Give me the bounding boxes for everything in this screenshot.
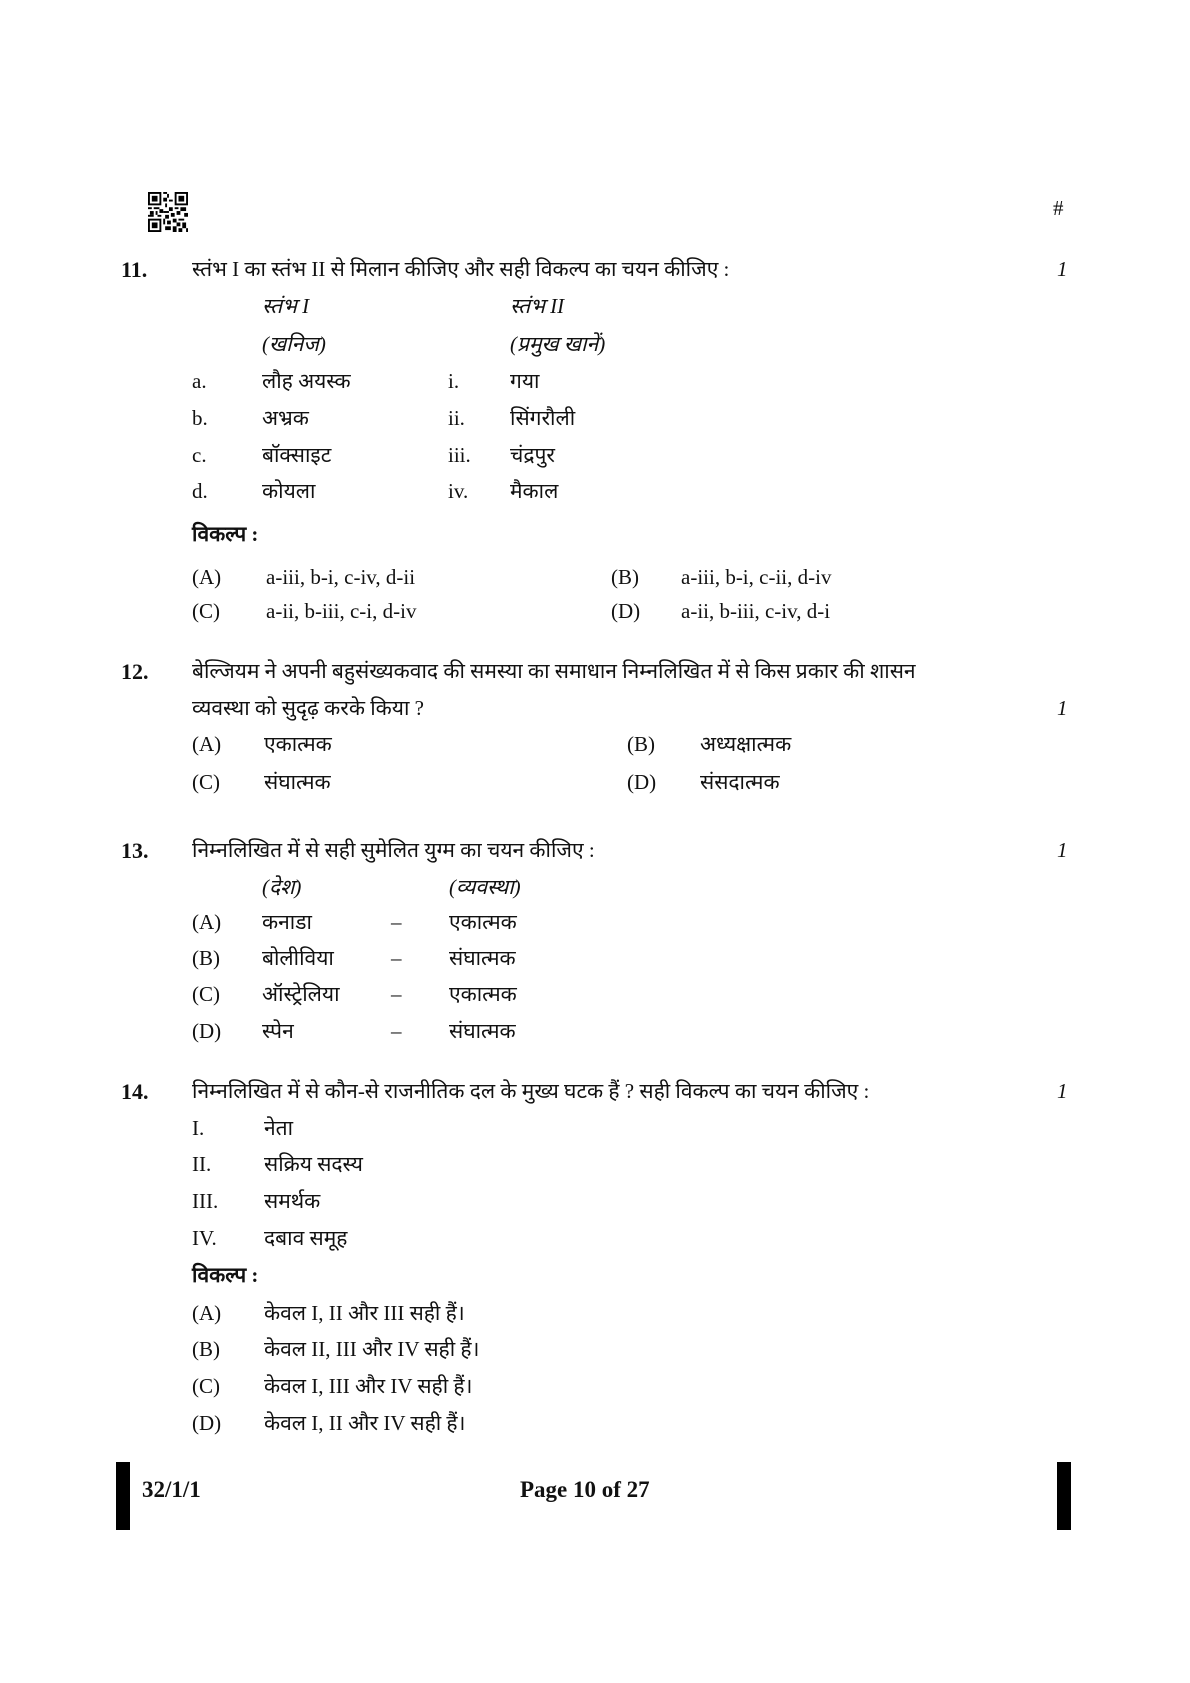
- column-i-title: स्तंभ I: [262, 294, 310, 318]
- option-text: अध्यक्षात्मक: [700, 732, 792, 756]
- row-label: d.: [192, 479, 208, 503]
- row-right-text: गया: [510, 369, 540, 393]
- item-label: III.: [192, 1189, 219, 1213]
- footer-right-bar: [1057, 1462, 1071, 1530]
- option-label: (A): [192, 910, 222, 934]
- item-label: IV.: [192, 1226, 217, 1250]
- column-country: (देश): [262, 875, 302, 899]
- row-left-text: अभ्रक: [262, 406, 309, 430]
- row-right-text: चंद्रपुर: [510, 443, 556, 467]
- option-label: (C): [192, 599, 220, 623]
- item-label: I.: [192, 1116, 205, 1140]
- item-text: समर्थक: [264, 1189, 321, 1213]
- item-text: दबाव समूह: [264, 1226, 348, 1250]
- row-right-label: i.: [448, 369, 460, 393]
- country-text: कनाडा: [262, 910, 312, 934]
- option-text: केवल I, III और IV सही हैं।: [264, 1374, 473, 1398]
- row-label: c.: [192, 443, 207, 467]
- row-right-text: सिंगरौली: [510, 406, 576, 430]
- footer-left-bar: [116, 1462, 130, 1530]
- row-right-label: iii.: [448, 443, 471, 467]
- option-text: केवल I, II और III सही हैं।: [264, 1301, 465, 1325]
- option-text: एकात्मक: [264, 732, 332, 756]
- system-text: संघात्मक: [449, 946, 516, 970]
- question-text: स्तंभ I का स्तंभ II से मिलान कीजिए और सही विकल्प का चयन कीजिए :: [192, 257, 730, 281]
- question-text-line1: बेल्जियम ने अपनी बहुसंख्यकवाद की समस्या का समाधान निम्नलिखित में से किस प्रकार की शासन: [192, 659, 916, 683]
- country-text: स्पेन: [262, 1019, 294, 1043]
- question-number: 11.: [121, 257, 148, 282]
- row-left-text: बॉक्साइट: [262, 443, 332, 467]
- question-number: 13.: [121, 838, 149, 863]
- option-text: संघात्मक: [264, 770, 331, 794]
- dash: –: [391, 910, 402, 934]
- country-text: ऑस्ट्रेलिया: [262, 982, 340, 1006]
- question-marks: 1: [1057, 257, 1068, 281]
- column-ii-title: स्तंभ II: [510, 294, 565, 318]
- option-text: केवल I, II और IV सही हैं।: [264, 1411, 466, 1435]
- option-label: (B): [611, 565, 639, 589]
- option-text: a-ii, b-iii, c-i, d-iv: [266, 599, 417, 623]
- qr-code-icon: [148, 192, 188, 232]
- option-label: (A): [192, 1301, 222, 1325]
- option-text: a-ii, b-iii, c-iv, d-i: [681, 599, 831, 623]
- item-label: II.: [192, 1152, 212, 1176]
- hash-mark: #: [1053, 196, 1064, 220]
- column-i-subtitle: (खनिज): [262, 332, 326, 356]
- system-text: एकात्मक: [449, 982, 517, 1006]
- column-system: (व्यवस्था): [449, 875, 521, 899]
- option-label: (D): [611, 599, 641, 623]
- row-right-label: ii.: [448, 406, 465, 430]
- row-left-text: कोयला: [262, 479, 316, 503]
- row-right-label: iv.: [448, 479, 469, 503]
- option-text: a-iii, b-i, c-ii, d-iv: [681, 565, 832, 589]
- question-number: 14.: [121, 1079, 149, 1104]
- option-label: (B): [627, 732, 655, 756]
- option-label: (D): [192, 1019, 222, 1043]
- dash: –: [391, 946, 402, 970]
- option-label: (B): [192, 1337, 220, 1361]
- question-marks: 1: [1057, 838, 1068, 862]
- paper-code: 32/1/1: [142, 1477, 201, 1502]
- option-label: (D): [627, 770, 657, 794]
- option-label: (C): [192, 1374, 220, 1398]
- option-label: (C): [192, 982, 220, 1006]
- question-marks: 1: [1057, 1079, 1068, 1103]
- option-label: (D): [192, 1411, 222, 1435]
- question-number: 12.: [121, 659, 149, 684]
- question-marks: 1: [1057, 696, 1068, 720]
- option-text: संसदात्मक: [700, 770, 780, 794]
- item-text: नेता: [264, 1116, 294, 1140]
- question-text-line2: व्यवस्था को सुदृढ़ करके किया ?: [192, 696, 424, 720]
- item-text: सक्रिय सदस्य: [264, 1152, 363, 1176]
- row-label: b.: [192, 406, 208, 430]
- country-text: बोलीविया: [262, 946, 334, 970]
- system-text: संघात्मक: [449, 1019, 516, 1043]
- question-text: निम्नलिखित में से कौन-से राजनीतिक दल के मुख्य घटक हैं ? सही विकल्प का चयन कीजिए :: [192, 1079, 870, 1103]
- row-label: a.: [192, 369, 207, 393]
- row-right-text: मैकाल: [510, 479, 559, 503]
- option-label: (B): [192, 946, 220, 970]
- option-label: (A): [192, 565, 222, 589]
- dash: –: [391, 982, 402, 1006]
- question-text: निम्नलिखित में से सही सुमेलित युग्म का चयन कीजिए :: [192, 838, 595, 862]
- option-text: a-iii, b-i, c-iv, d-ii: [266, 565, 416, 589]
- column-ii-subtitle: (प्रमुख खानें): [510, 332, 606, 356]
- system-text: एकात्मक: [449, 910, 517, 934]
- row-left-text: लौह अयस्क: [262, 369, 351, 393]
- options-heading: विकल्प :: [192, 1263, 259, 1287]
- option-label: (A): [192, 732, 222, 756]
- page-number: Page 10 of 27: [520, 1477, 650, 1502]
- option-label: (C): [192, 770, 220, 794]
- dash: –: [391, 1019, 402, 1043]
- option-text: केवल II, III और IV सही हैं।: [264, 1337, 480, 1361]
- options-heading: विकल्प :: [192, 522, 259, 546]
